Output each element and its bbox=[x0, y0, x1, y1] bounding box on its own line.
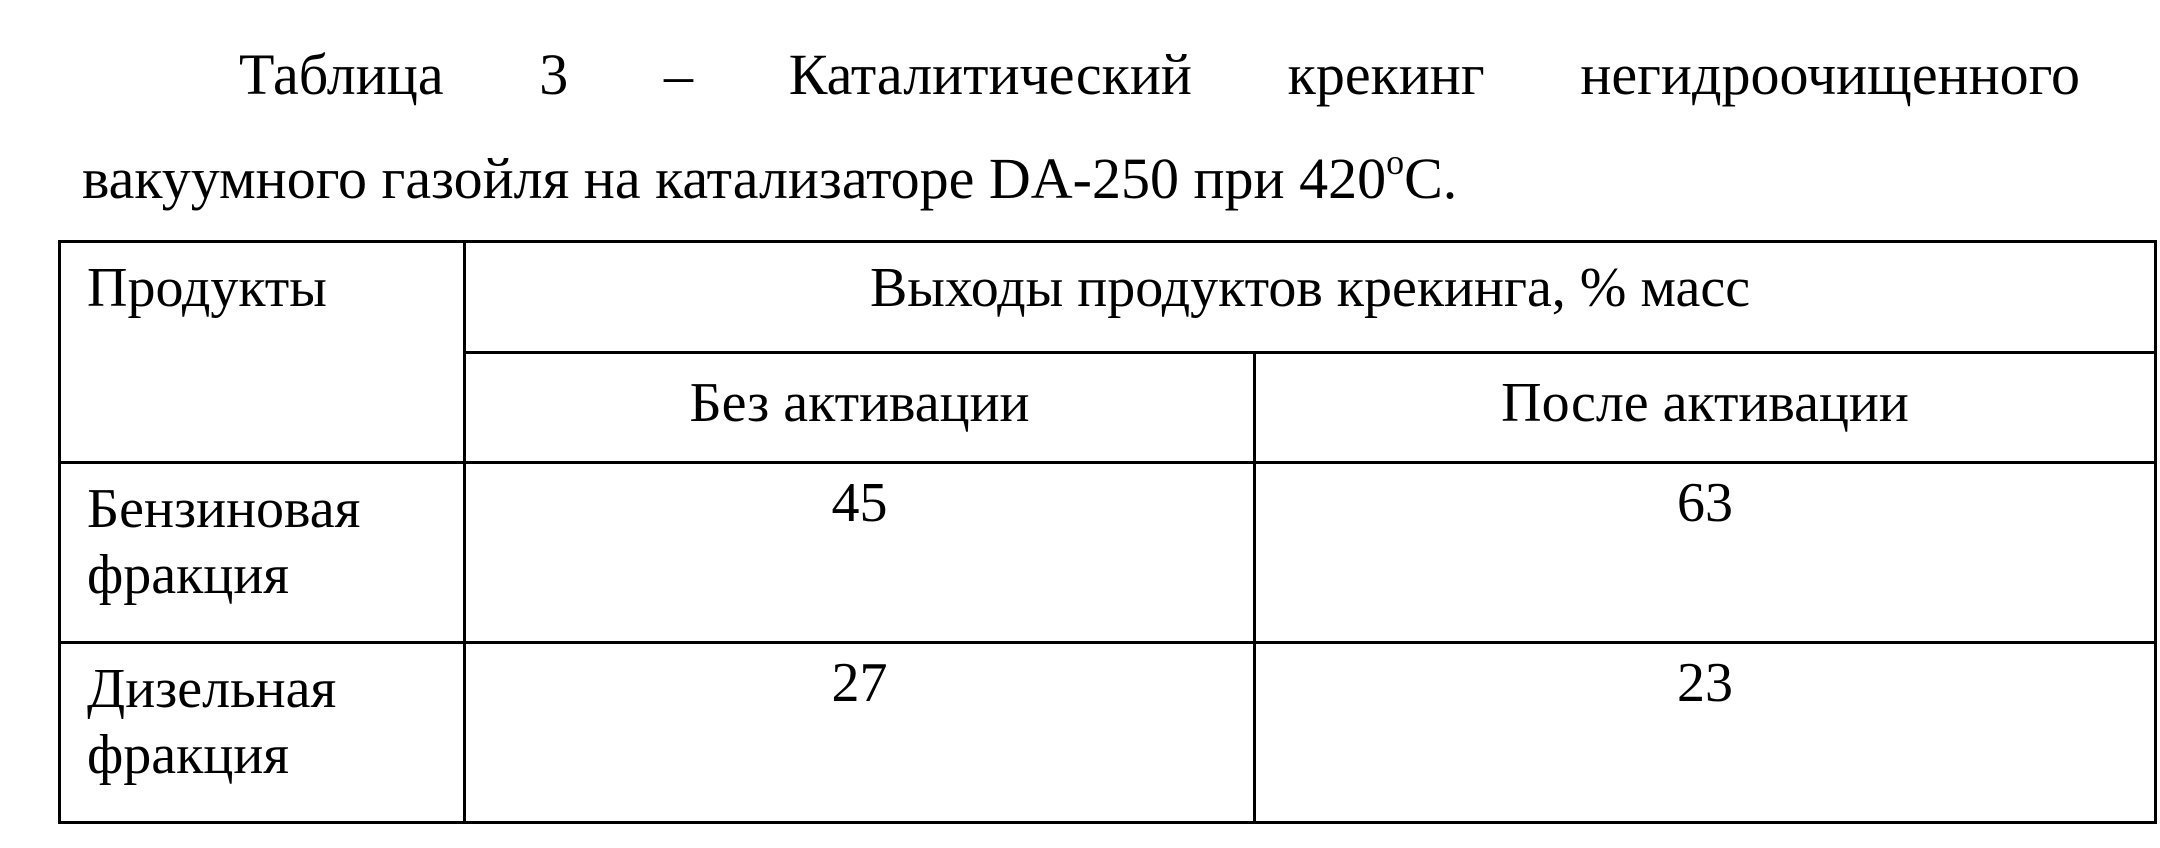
caption-word: 3 bbox=[539, 42, 569, 107]
caption-word: крекинг bbox=[1287, 42, 1485, 107]
row-label-diesel bbox=[60, 643, 465, 823]
cell-after-activation: 23 bbox=[1255, 643, 2156, 823]
cell-without-activation: 27 bbox=[465, 643, 1255, 823]
caption-word: Таблица bbox=[239, 42, 444, 107]
products-header: Продукты bbox=[60, 242, 465, 463]
table-caption-line-1 bbox=[82, 40, 2080, 110]
column-header-without-activation: Без активации bbox=[465, 353, 1255, 463]
yields-table bbox=[58, 240, 2157, 824]
table-row bbox=[60, 463, 2156, 643]
row-label-line: фракция bbox=[87, 544, 290, 606]
degree-mark: o bbox=[1386, 142, 1405, 182]
row-label-gasoline bbox=[60, 463, 465, 643]
caption-text: вакуумного газойля на катализаторе DA-250 при 420 bbox=[82, 146, 1387, 211]
row-label-line: Дизельная bbox=[87, 658, 337, 720]
table-caption-line-2 bbox=[82, 144, 2080, 214]
header-row bbox=[60, 242, 2156, 353]
yields-group-header: Выходы продуктов крекинга, % масс bbox=[465, 242, 2156, 353]
caption-unit: C. bbox=[1404, 146, 1458, 211]
column-header-after-activation: После активации bbox=[1255, 353, 2156, 463]
cell-after-activation: 63 bbox=[1255, 463, 2156, 643]
caption-word: – bbox=[664, 42, 693, 107]
row-label-line: Бензиновая bbox=[87, 478, 361, 540]
cell-without-activation: 45 bbox=[465, 463, 1255, 643]
caption-word: негидроочищенного bbox=[1580, 42, 2080, 107]
caption-word: Каталитический bbox=[788, 42, 1192, 107]
table-row bbox=[60, 643, 2156, 823]
row-label-line: фракция bbox=[87, 724, 290, 786]
